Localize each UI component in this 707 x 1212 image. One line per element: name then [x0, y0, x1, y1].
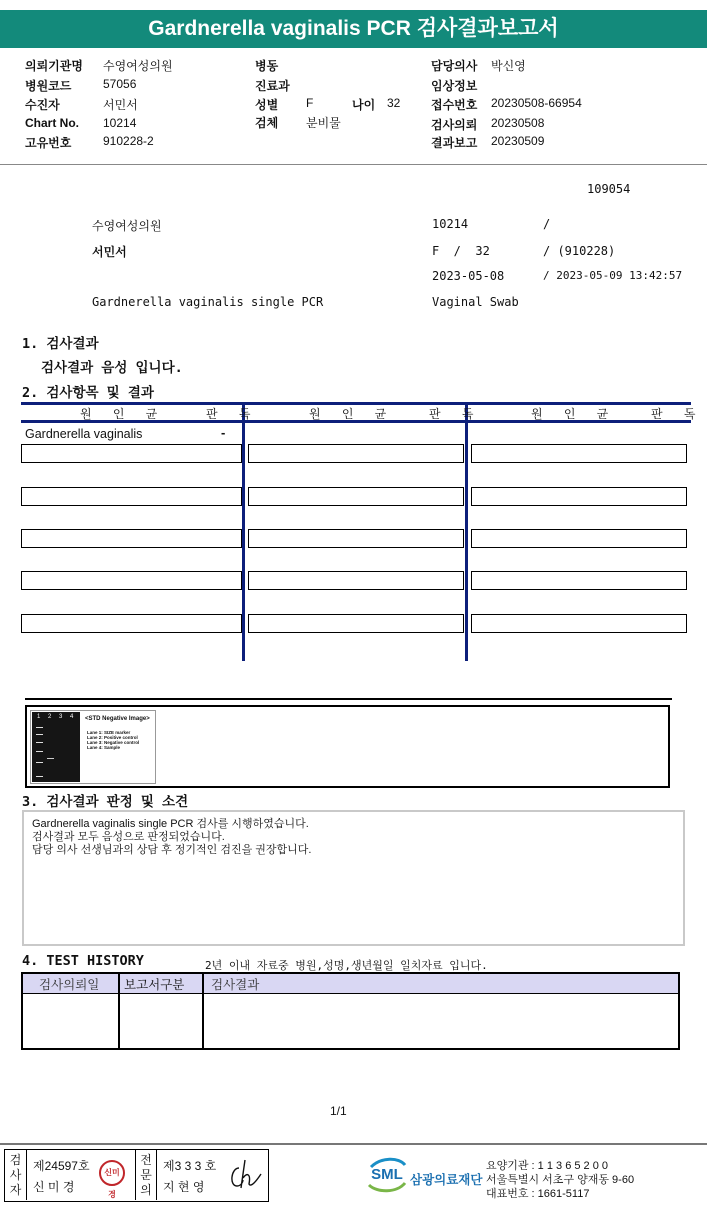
section1-heading: 1. 검사결과 [22, 336, 99, 352]
opinion-box [22, 810, 685, 946]
examiner-seal-icon: 신미경 [99, 1160, 125, 1186]
specimen-value: 분비물 [306, 116, 341, 130]
chart-value: 10214 [103, 116, 137, 130]
section3-heading: 3. 검사결과 판정 및 소견 [22, 794, 189, 810]
report-date-value: 20230509 [491, 134, 545, 148]
summary-birth: / (910228) [543, 244, 616, 258]
chart-label: Chart No. [25, 116, 79, 130]
gel-band [36, 776, 43, 777]
doctor-value: 박신영 [491, 59, 526, 73]
result-cell [471, 444, 687, 463]
clinical-info-label: 임상정보 [431, 79, 478, 93]
brand-name: 삼광의료재단 [410, 1173, 483, 1187]
page-number: 1/1 [330, 1104, 347, 1118]
opinion-line: 검사결과 모두 음성으로 판정되었습니다. [32, 831, 225, 843]
gel-band [36, 751, 43, 752]
gel-image [30, 710, 156, 784]
summary-chart: 10214 [432, 217, 469, 231]
org-phone: 대표번호 : 1661-5117 [486, 1188, 590, 1200]
footer-rule [0, 1143, 707, 1145]
section4-heading: 4. TEST HISTORY [22, 953, 144, 969]
opinion-line: Gardnerella vaginalis single PCR 검사를 시행하였습니다. [32, 818, 309, 830]
col-header-pathogen: 원 인 균 [531, 407, 616, 421]
summary-slash: / [543, 217, 551, 231]
gel-band [36, 734, 43, 735]
request-date-value: 20230508 [491, 116, 545, 130]
result-cell [248, 529, 464, 548]
gel-band [36, 762, 43, 763]
history-col-divider [118, 974, 120, 1048]
hospital-code-value: 57056 [103, 77, 137, 91]
examiner-no: 제24597호 [33, 1159, 90, 1173]
summary-sex-age: F / 32 [432, 244, 490, 258]
section1-result: 검사결과 음성 입니다. [41, 360, 183, 376]
result-cell [471, 614, 687, 633]
history-col-date: 검사의뢰일 [39, 978, 100, 992]
report-date-label: 결과보고 [431, 136, 478, 150]
sex-label: 성별 [255, 98, 279, 112]
gel-top-rule [25, 698, 672, 700]
sml-logo-text: SML [371, 1166, 403, 1183]
unique-no-value: 910228-2 [103, 134, 154, 148]
gel-band [47, 758, 54, 759]
pathogen-result: - [221, 425, 226, 440]
specimen-label: 검체 [255, 116, 279, 130]
patient-value: 서민서 [103, 98, 138, 112]
result-cell [21, 614, 242, 633]
reviewer-no: 제3 3 3 호 [163, 1159, 217, 1173]
age-label: 나이 [352, 98, 376, 112]
opinion-line: 담당 의사 선생님과의 상담 후 정기적인 검진을 권장합니다. [32, 844, 312, 856]
col-header-pathogen: 원 인 균 [80, 407, 165, 421]
result-cell [21, 529, 242, 548]
col-header-judge: 판 독 [429, 407, 481, 421]
history-note: 2년 이내 자료중 병원,성명,생년월일 일치자료 입니다. [205, 959, 488, 972]
ward-label: 병동 [255, 59, 279, 73]
summary-code: 109054 [587, 182, 631, 196]
result-cell [471, 571, 687, 590]
unique-no-label: 고유번호 [25, 136, 72, 150]
result-cell [248, 614, 464, 633]
hospital-code-label: 병원코드 [25, 79, 72, 93]
doctor-label: 담당의사 [431, 59, 478, 73]
reviewer-name: 지 현 영 [163, 1180, 205, 1194]
col-header-judge: 판 독 [651, 407, 703, 421]
history-header-row [23, 974, 678, 994]
dept-label: 진료과 [255, 79, 290, 93]
summary-test-name: Gardnerella vaginalis single PCR [92, 295, 324, 309]
table-divider-2 [465, 402, 468, 661]
examiner-name: 신 미 경 [33, 1180, 75, 1194]
history-table [21, 972, 680, 1050]
result-cell [471, 529, 687, 548]
section2-heading: 2. 검사항목 및 결과 [22, 385, 154, 401]
summary-reported: / 2023-05-09 13:42:57 [543, 269, 683, 282]
history-col-result: 검사결과 [211, 978, 260, 992]
report-title: Gardnerella vaginalis PCR 검사결과보고서 [0, 10, 707, 48]
org-code: 요양기관 : 1 1 3 6 5 2 0 0 [486, 1160, 609, 1172]
summary-received: 2023-05-08 [432, 269, 505, 283]
history-col-type: 보고서구분 [124, 978, 185, 992]
sml-logo-icon [365, 1155, 409, 1195]
table-divider-1 [242, 402, 245, 661]
age-value: 32 [387, 96, 401, 110]
col-header-pathogen: 원 인 균 [309, 407, 394, 421]
result-cell [21, 487, 242, 506]
hospital-label: 의뢰기관명 [25, 59, 83, 73]
gel-legend: Lane 1: SIZE marker Lane 2: Positive control Lane 3: Negative control Lane 4: Sample [87, 730, 140, 750]
result-cell [21, 444, 242, 463]
hospital-value: 수영여성의원 [103, 59, 173, 73]
result-cell [248, 571, 464, 590]
result-cell [471, 487, 687, 506]
summary-hospital: 수영여성의원 [92, 219, 162, 233]
gel-band [36, 727, 43, 728]
examiner-label: 검 사 자 [5, 1150, 27, 1200]
col-header-judge: 판 독 [206, 407, 258, 421]
reviewer-signature-icon [225, 1156, 265, 1194]
result-cell [21, 571, 242, 590]
reviewer-label: 전 문 의 [135, 1150, 157, 1200]
pathogen-name: Gardnerella vaginalis [25, 427, 143, 441]
summary-patient: 서민서 [92, 245, 127, 259]
history-col-divider [202, 974, 204, 1048]
gel-title: <STD Negative Image> [85, 716, 150, 722]
org-address: 서울특별시 서초구 양재동 9-60 [486, 1174, 635, 1186]
sex-value: F [306, 96, 314, 110]
receipt-no-label: 접수번호 [431, 98, 478, 112]
signature-box [4, 1149, 269, 1202]
summary-specimen: Vaginal Swab [432, 295, 519, 309]
receipt-no-value: 20230508-66954 [491, 96, 582, 110]
patient-label: 수진자 [25, 98, 60, 112]
gel-band [36, 742, 43, 743]
gel-lanes: 1 2 3 4 [32, 712, 80, 782]
request-date-label: 검사의뢰 [431, 118, 478, 132]
result-cell [248, 487, 464, 506]
header-divider [0, 164, 707, 165]
result-cell [248, 444, 464, 463]
